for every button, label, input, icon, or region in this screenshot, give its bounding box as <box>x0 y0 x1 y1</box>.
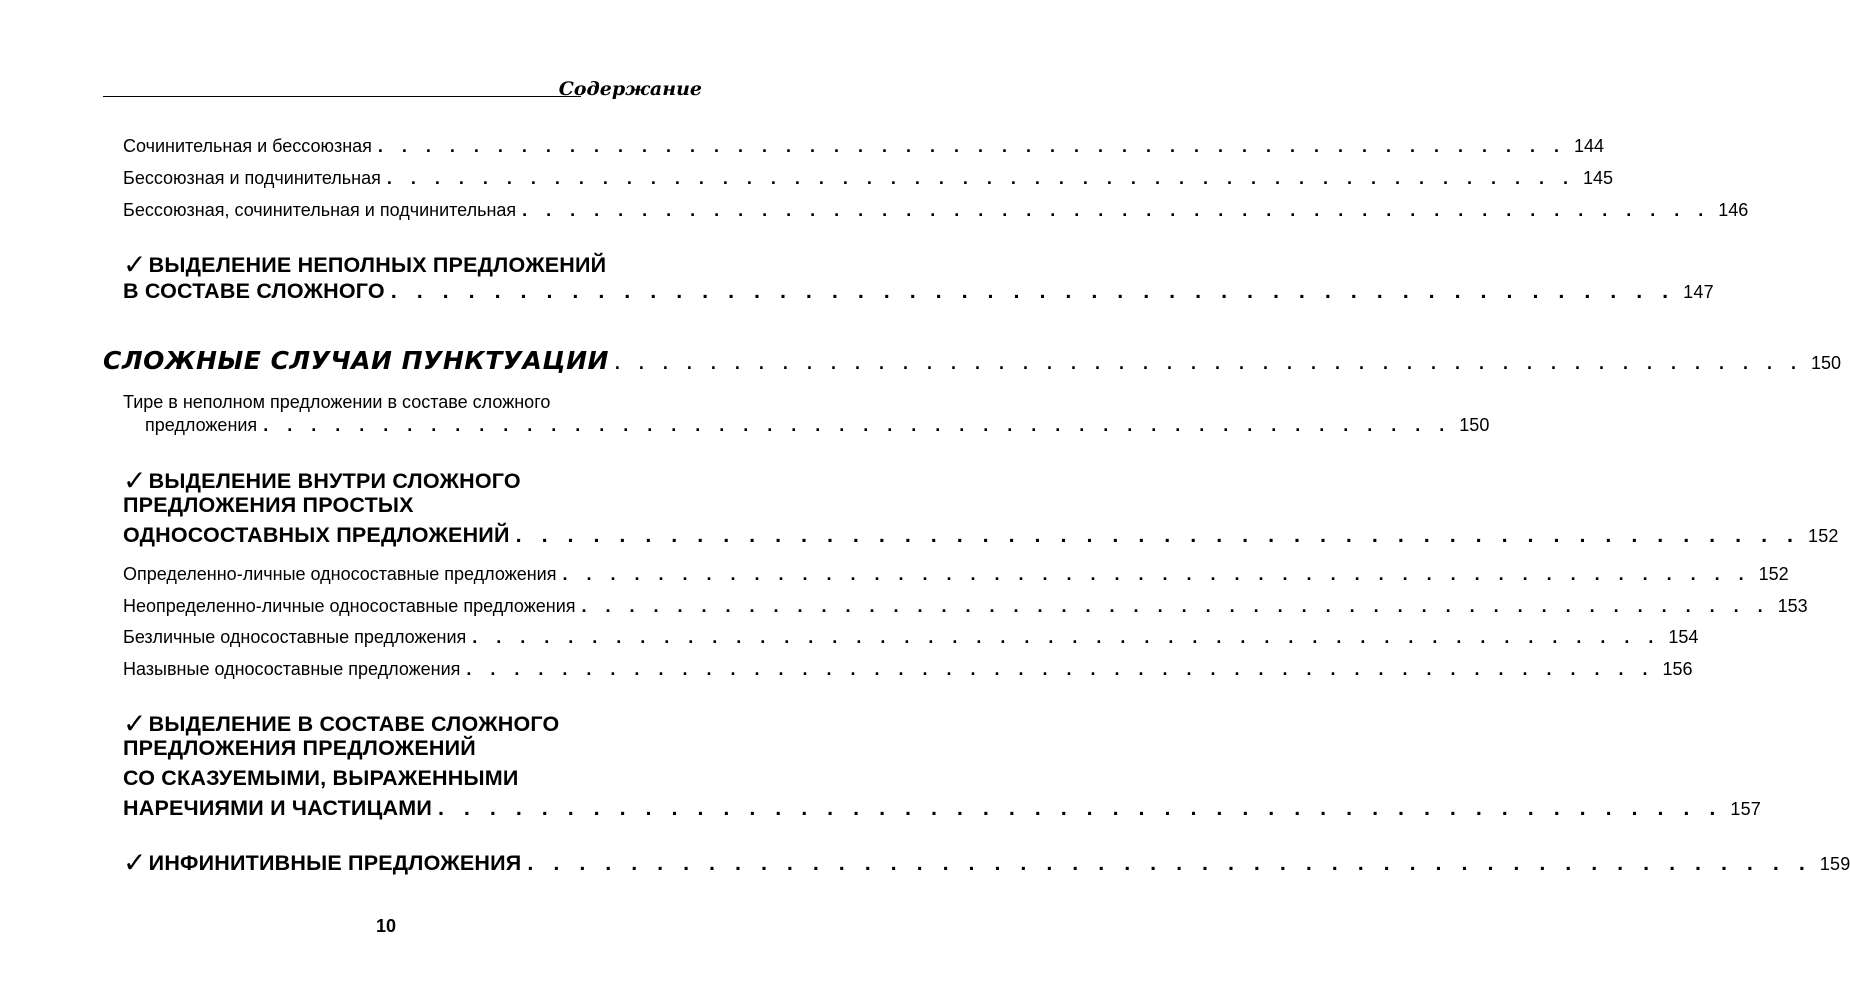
page-number: 10 <box>375 916 397 936</box>
toc-chapter-entry[interactable] <box>103 346 1842 375</box>
leader-dots: . . . . . . . . . . . . . . . . . . . . . . . . . . . . . . . . . . . . . . . . . . . . . . . . . . <box>515 523 1800 547</box>
leader-dots: . . . . . . . . . . . . . . . . . . . . . . . . . . . . . . . . . . . . . . . . . . . . . . . . . . <box>614 353 1804 373</box>
toc-entry[interactable] <box>123 659 1693 680</box>
leader-dots: . . . . . . . . . . . . . . . . . . . . . . . . . . . . . . . . . . . . . . . . . . . . . . . . . . <box>472 627 1661 647</box>
toc-entry-page: 145 <box>1582 168 1614 188</box>
toc-section-line <box>123 705 559 738</box>
toc-entry-title: Сочинительная и бессоюзная <box>123 136 372 156</box>
header-rule <box>103 96 581 97</box>
toc-entry-page: 147 <box>1683 282 1714 302</box>
toc-section-line <box>123 246 606 279</box>
check-icon: ✓ <box>123 248 147 281</box>
toc-entry-title: Назывные односоставные предложения <box>123 659 461 679</box>
leader-dots: . . . . . . . . . . . . . . . . . . . . . . . . . . . . . . . . . . . . . . . . . . . . . . . . . . <box>522 200 1711 220</box>
toc-entry[interactable] <box>123 200 1749 221</box>
toc-entry-page: 150 <box>1459 415 1490 435</box>
leader-dots: . . . . . . . . . . . . . . . . . . . . . . . . . . . . . . . . . . . . . . . . . . . . . . . . . . <box>562 564 1751 584</box>
toc-section-title <box>123 844 521 877</box>
toc-entry-title: Определенно-личные односоставные предложения <box>123 564 557 584</box>
check-icon: ✓ <box>123 707 147 740</box>
toc-entry[interactable] <box>123 168 1614 189</box>
toc-section-entry[interactable] <box>123 523 1839 548</box>
leader-dots: . . . . . . . . . . . . . . . . . . . . . . . . . . . . . . . . . . . . . . . . . . . . . . . . . . <box>377 136 1567 156</box>
leader-dots: . . . . . . . . . . . . . . . . . . . . . . . . . . . . . . . . . . . . . . . . . . . . . . . . . . <box>581 596 1770 616</box>
toc-entry-page: 159 <box>1819 854 1850 874</box>
toc-entry-title: Бессоюзная и подчинительная <box>123 168 381 188</box>
toc-chapter-title: СЛОЖНЫЕ СЛУЧАИ ПУНКТУАЦИИ <box>103 346 609 375</box>
toc-entry-page: 153 <box>1777 596 1808 616</box>
toc-section-title: ВЫДЕЛЕНИЕ НЕПОЛНЫХ ПРЕДЛОЖЕНИЙ <box>148 253 607 277</box>
leader-dots: . . . . . . . . . . . . . . . . . . . . . . . . . . . . . . . . . . . . . . . . . . . . . . . . . . <box>263 415 1452 435</box>
toc-section-entry[interactable] <box>123 279 1714 304</box>
toc-section-title-text: ИНФИНИТИВНЫЕ ПРЕДЛОЖЕНИЯ <box>148 851 522 875</box>
toc-entry-page: 157 <box>1730 799 1761 819</box>
toc-section-title: ОДНОСОСТАВНЫХ ПРЕДЛОЖЕНИЙ <box>123 523 510 547</box>
leader-dots: . . . . . . . . . . . . . . . . . . . . . . . . . . . . . . . . . . . . . . . . . . . . . . . . . . <box>466 659 1655 679</box>
toc-section-entry[interactable] <box>123 796 1761 821</box>
toc-entry-page: 144 <box>1574 136 1605 156</box>
toc-section-line: ПРЕДЛОЖЕНИЯ ПРЕДЛОЖЕНИЙ <box>123 736 476 760</box>
toc-entry[interactable] <box>123 627 1699 648</box>
toc-entry-title: предложения <box>145 415 258 435</box>
toc-entry-title: Неопределенно-личные односоставные предложения <box>123 596 576 616</box>
toc-entry-line: Тире в неполном предложении в составе сложного <box>123 392 551 412</box>
toc-section-line: СО СКАЗУЕМЫМИ, ВЫРАЖЕННЫМИ <box>123 766 519 790</box>
toc-entry-page: 152 <box>1808 526 1839 546</box>
leader-dots: . . . . . . . . . . . . . . . . . . . . . . . . . . . . . . . . . . . . . . . . . . . . . . . . . . <box>390 279 1676 303</box>
toc-section-line: ПРЕДЛОЖЕНИЯ ПРОСТЫХ <box>123 493 414 517</box>
toc-entry-page: 156 <box>1662 659 1693 679</box>
toc-section-title: ВЫДЕЛЕНИЕ ВНУТРИ СЛОЖНОГО <box>148 469 521 493</box>
toc-entry-page: 146 <box>1718 200 1749 220</box>
toc-section-entry[interactable] <box>123 844 1850 879</box>
running-header-title: Содержание <box>558 78 702 100</box>
toc-section-line <box>123 462 521 495</box>
toc-entry[interactable] <box>123 564 1789 585</box>
toc-entry[interactable] <box>123 596 1808 617</box>
toc-section-title: НАРЕЧИЯМИ И ЧАСТИЦАМИ <box>123 796 432 820</box>
toc-entry-title: Безличные односоставные предложения <box>123 627 467 647</box>
leader-dots: . . . . . . . . . . . . . . . . . . . . . . . . . . . . . . . . . . . . . . . . . . . . . . . . . . <box>386 168 1575 188</box>
toc-entry-title: Бессоюзная, сочинительная и подчинительная <box>123 200 517 220</box>
toc-entry-page: 154 <box>1668 627 1699 647</box>
toc-entry[interactable] <box>145 415 1490 436</box>
check-icon: ✓ <box>123 846 147 879</box>
toc-section-title: ВЫДЕЛЕНИЕ В СОСТАВЕ СЛОЖНОГО <box>148 712 560 736</box>
check-icon: ✓ <box>123 464 147 497</box>
toc-entry[interactable] <box>123 136 1605 157</box>
leader-dots: . . . . . . . . . . . . . . . . . . . . . . . . . . . . . . . . . . . . . . . . . . . . . . . . . . <box>527 851 1812 875</box>
leader-dots: . . . . . . . . . . . . . . . . . . . . . . . . . . . . . . . . . . . . . . . . . . . . . . . . . . <box>437 796 1723 820</box>
toc-section-title: В СОСТАВЕ СЛОЖНОГО <box>123 279 385 303</box>
toc-entry-page: 150 <box>1811 353 1842 373</box>
toc-entry-page: 152 <box>1758 564 1789 584</box>
